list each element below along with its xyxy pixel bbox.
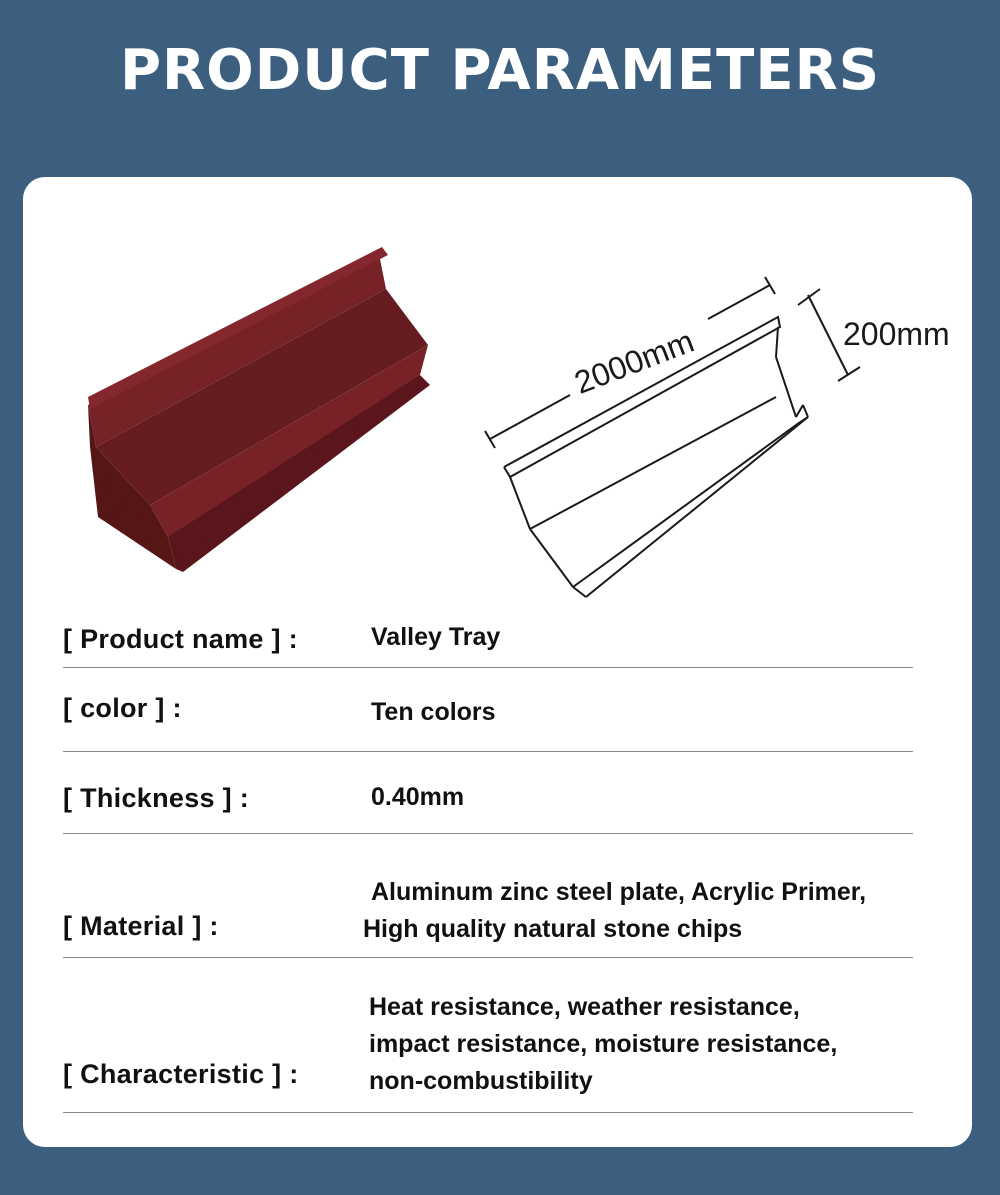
product-photo: [68, 247, 438, 587]
page-title: PRODUCT PARAMETERS: [119, 38, 881, 103]
param-row-characteristic: [63, 957, 913, 1113]
param-label: [ Material ] :: [63, 911, 219, 941]
param-row-color: [63, 667, 913, 752]
param-label: [ Characteristic ] :: [63, 1059, 299, 1089]
param-row-material: [63, 833, 913, 958]
param-value: Valley Tray: [371, 623, 501, 651]
parameters-card: [23, 177, 972, 1147]
param-value: Heat resistance, weather resistance, impact resistance, moisture resistance, non-combustibility: [369, 993, 838, 1095]
param-label: [ color ] :: [63, 693, 182, 723]
param-value: Ten colors: [371, 698, 496, 726]
param-value: 0.40mm: [371, 783, 465, 811]
param-value: Aluminum zinc steel plate, Acrylic Primer, High quality natural stone chips: [363, 878, 867, 943]
param-row-thickness: [63, 751, 913, 834]
param-label: [ Thickness ] :: [63, 783, 250, 813]
dimension-diagram: [478, 267, 958, 607]
length-dimension-label: 2000mm: [569, 322, 699, 401]
param-row-product-name: [63, 612, 913, 668]
param-label: [ Product name ] :: [63, 624, 298, 654]
height-dimension-label: 200mm: [843, 316, 950, 352]
